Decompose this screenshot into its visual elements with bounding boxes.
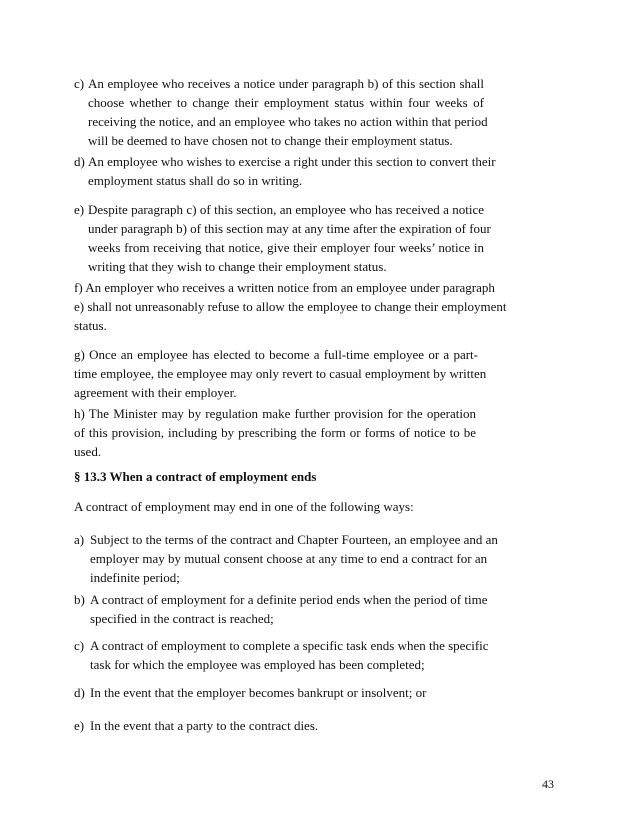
- paragraph-marker: c): [74, 76, 85, 91]
- text-line: A contract of employment may end in one of the following ways:: [74, 499, 414, 514]
- text-line: h) The Minister may by regulation make further provision for the operation: [74, 406, 476, 421]
- paragraph-e: [74, 200, 491, 276]
- text-line: time employee, the employee may only revert to casual employment by written: [74, 366, 487, 381]
- text-line: indefinite period;: [90, 570, 180, 585]
- text-line: g) Once an employee has elected to become a full-time employee or a part-: [74, 347, 478, 362]
- text-line: employer may by mutual consent choose at any time to end a contract for an: [90, 551, 488, 566]
- text-line: An employee who receives a notice under paragraph b) of this section shall: [88, 76, 484, 91]
- paragraph-d: [74, 152, 496, 190]
- item-marker: d): [74, 685, 85, 700]
- text-line: A contract of employment for a definite period ends when the period of time: [90, 592, 488, 607]
- text-line: weeks from receiving that notice, give their employer four weeks’ notice in: [88, 240, 484, 255]
- text-line: Despite paragraph c) of this section, an employee who has received a notice: [88, 202, 484, 217]
- section-heading: § 13.3 When a contract of employment ends: [74, 469, 317, 484]
- text-line: An employee who wishes to exercise a right under this section to convert their: [88, 154, 496, 169]
- section-intro: [74, 497, 484, 516]
- text-line: will be deemed to have chosen not to change their employment status.: [88, 133, 453, 148]
- section-item-c: [74, 636, 489, 674]
- page-number: 43: [542, 777, 554, 791]
- paragraph-marker: d): [74, 154, 85, 169]
- item-marker: c): [74, 638, 85, 653]
- text-line: employment status shall do so in writing.: [88, 173, 303, 188]
- text-line: A contract of employment to complete a specific task ends when the specific: [90, 638, 489, 653]
- text-line: Subject to the terms of the contract and Chapter Fourteen, an employee and an: [90, 532, 498, 547]
- text-line: of this provision, including by prescribing the form or forms of notice to be: [74, 425, 476, 440]
- text-line: receiving the notice, and an employee who takes no action within that period: [88, 114, 488, 129]
- item-marker: a): [74, 532, 85, 547]
- text-line: specified in the contract is reached;: [90, 611, 274, 626]
- text-line: f) An employer who receives a written notice from an employee under paragraph: [74, 280, 495, 295]
- paragraph-f: [74, 278, 507, 335]
- item-marker: b): [74, 592, 85, 607]
- text-line: writing that they wish to change their employment status.: [88, 259, 387, 274]
- text-line: under paragraph b) of this section may at any time after the expiration of four: [88, 221, 491, 236]
- text-line: In the event that a party to the contract dies.: [90, 718, 319, 733]
- section-item-a: [74, 530, 498, 587]
- item-marker: e): [74, 718, 85, 733]
- section-item-e: [74, 716, 484, 735]
- text-line: task for which the employee was employed has been completed;: [90, 657, 425, 672]
- text-line: choose whether to change their employment status within four weeks of: [88, 95, 484, 110]
- text-line: agreement with their employer.: [74, 385, 237, 400]
- text-line: e) shall not unreasonably refuse to allow the employee to change their employment: [74, 299, 507, 314]
- section-item-b: [74, 590, 488, 628]
- paragraph-c: [74, 74, 488, 150]
- paragraph-marker: e): [74, 202, 85, 217]
- text-line: used.: [74, 444, 102, 459]
- text-line: In the event that the employer becomes bankrupt or insolvent; or: [90, 685, 427, 700]
- text-line: status.: [74, 318, 107, 333]
- paragraph-h: [74, 404, 476, 461]
- paragraph-g: [74, 345, 487, 402]
- section-item-d: [74, 683, 484, 702]
